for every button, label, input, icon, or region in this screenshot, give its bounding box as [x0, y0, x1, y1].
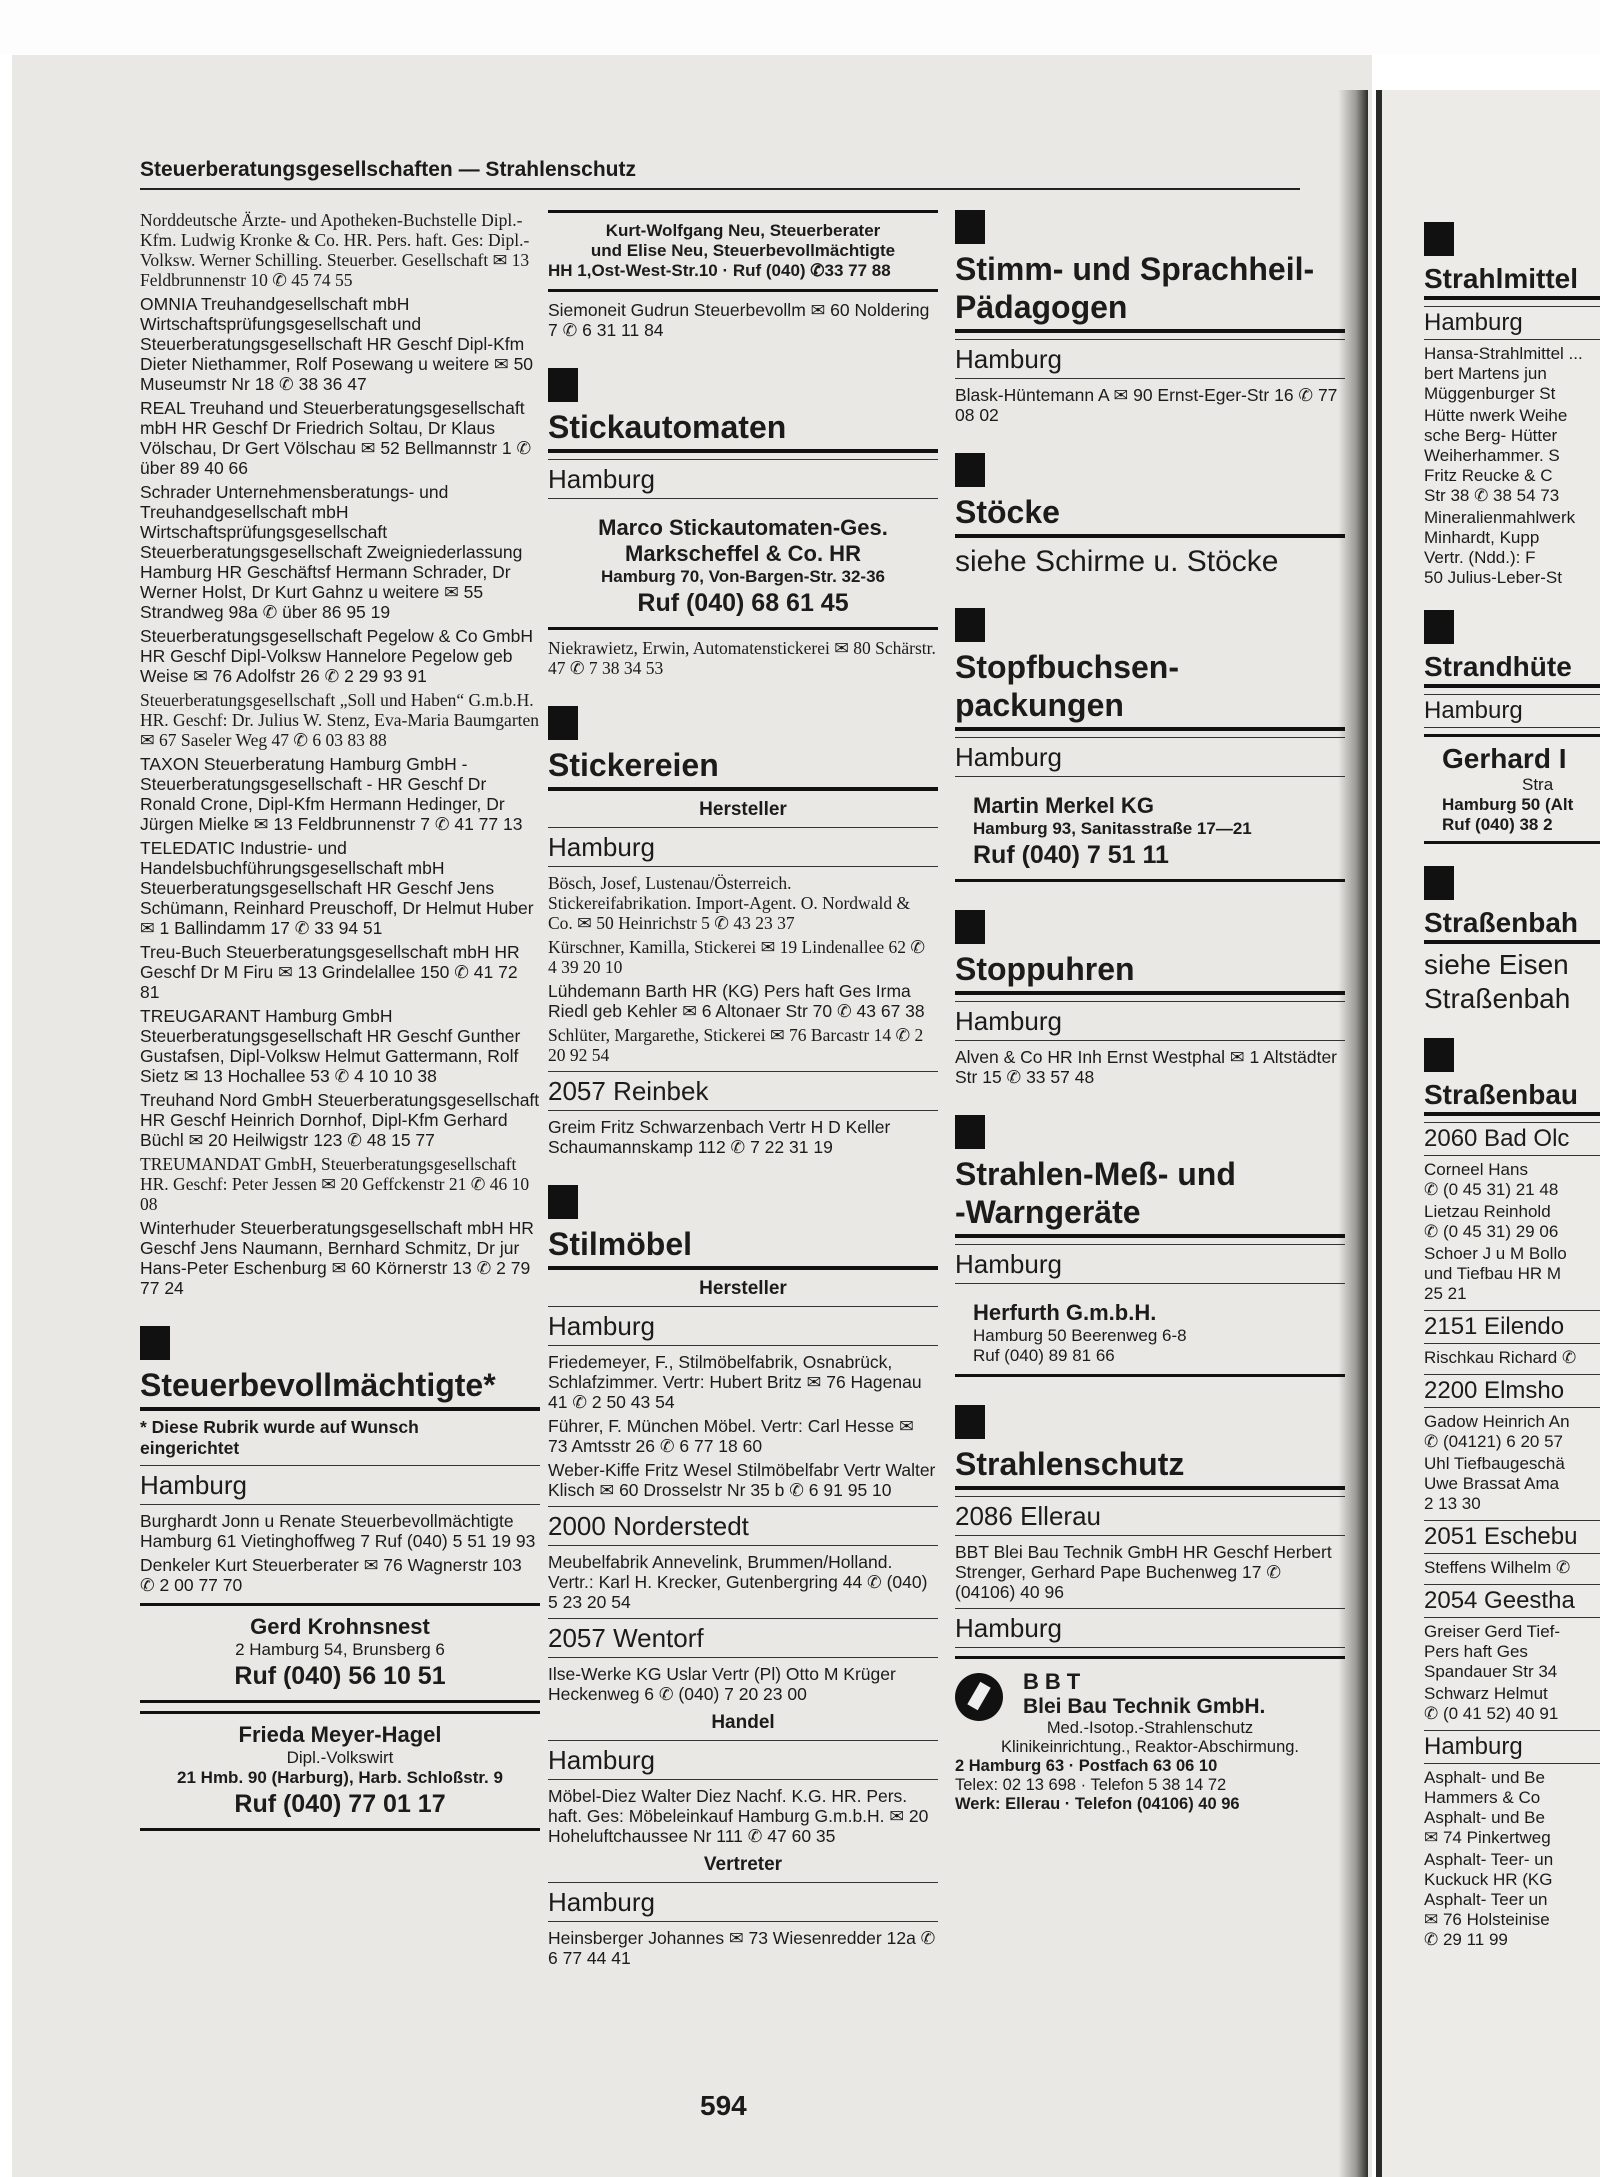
advert-phone: Ruf (040) 56 10 51 [234, 1662, 446, 1690]
advert-brand: BBT [1023, 1669, 1087, 1694]
list-item: Schrader Unternehmensberatungs- und Treuhandgesellschaft mbH Wirtschaftsprüfungsgesellschaft Steuerberatungsgesellschaft Zweigniederlassung Hamburg HR Geschäftsf Hermann Schrader, Dr Werner Holst, Dr Kurt Gahnz u weitere ✉ 55 Strandweg 98a ✆ über 86 95 19 [140, 482, 523, 622]
list-item: BBT Blei Bau Technik GmbH HR Geschf Herbert Strenger, Gerhard Pape Buchenweg 17 ✆ (04106) 40 96 [955, 1542, 1332, 1602]
section-title-stimm: Stimm- und Sprachheil- Pädagogen [955, 250, 1345, 333]
advert-address: 2 Hamburg 54, Brunsberg 6 [235, 1640, 445, 1659]
advert-krohnsnest [140, 1603, 540, 1703]
section-marker-icon [140, 1326, 170, 1360]
section-marker-icon [548, 368, 578, 402]
list-item: Alven & Co HR Inh Ernst Westphal ✉ 1 Altstädter Str 15 ✆ 33 57 48 [955, 1047, 1338, 1087]
bbt-logo-icon [955, 1673, 1003, 1721]
section-marker-icon [955, 210, 985, 244]
section-marker-icon [548, 1185, 578, 1219]
section-marker-icon [1424, 1038, 1454, 1072]
section-title-strahlen-mess: Strahlen-Meß- und -Warngeräte [955, 1155, 1345, 1238]
advert-herfurth [955, 1292, 1345, 1377]
advert-name: Gerhard I [1442, 743, 1567, 774]
city-heading: 2054 Geestha [1424, 1584, 1600, 1618]
sub-heading: Vertreter [703, 1854, 783, 1875]
city-heading: Hamburg [548, 1882, 938, 1922]
advert-neu [548, 210, 938, 292]
city-heading: 2060 Bad Olc [1424, 1122, 1600, 1156]
advert-address: Hamburg 50 (Alt [1442, 795, 1574, 814]
list-item: TREUMANDAT GmbH, Steuerberatungsgesellschaft HR. Geschf: Peter Jessen ✉ 20 Geffckenstr 21 ✆ 46 10 08 [140, 1154, 530, 1214]
cross-reference: siehe Eisen Straßenbah [1424, 949, 1571, 1014]
advert-name: Marco Stickautomaten-Ges. Markscheffel & Co. HR [598, 515, 888, 566]
list-item: Treuhand Nord GmbH Steuerberatungsgesellschaft HR Geschf Heinrich Dornhof, Dipl-Kfm Gerhard Büchl ✉ 20 Heilwigstr 123 ✆ 48 15 77 [140, 1090, 540, 1150]
list-item: Schlüter, Margarethe, Stickerei ✉ 76 Barcastr 14 ✆ 2 20 92 54 [548, 1025, 924, 1065]
list-item: Blask-Hüntemann A ✉ 90 Ernst-Eger-Str 16 ✆ 77 08 02 [955, 385, 1338, 425]
cross-reference: siehe Schirme u. Stöcke [955, 545, 1279, 578]
list-item: Uhl Tiefbaugeschä Uwe Brassat Ama 2 13 30 [1424, 1454, 1565, 1513]
list-item: OMNIA Treuhandgesellschaft mbH Wirtschaftsprüfungsgesellschaft und Steuerberatungsgesellschaft HR Geschf Dipl-Kfm Dieter Niethammer, Rolf Posewang u weitere ✉ 50 Museumstr Nr 18 ✆ 38 36 47 [140, 294, 534, 394]
advert-marco [548, 507, 938, 630]
section-marker-icon [955, 453, 985, 487]
advert-name: Kurt-Wolfgang Neu, Steuerberater und Elise Neu, Steuerbevollmächtigte [590, 221, 896, 260]
list-item: Möbel-Diez Walter Diez Nachf. K.G. HR. Pers. haft. Ges: Möbeleinkauf Hamburg G.m.b.H. ✉ 20 Hoheluftchaussee Nr 111 ✆ 47 60 35 [548, 1786, 929, 1846]
sub-heading: Hersteller [699, 799, 787, 820]
column-3 [955, 210, 1345, 1814]
section-title-strandhuete: Strandhüte [1424, 650, 1600, 688]
advert-address: HH 1,Ost-West-Str.10 · Ruf (040) ✆33 77 88 [548, 261, 891, 280]
city-heading: Hamburg [548, 1306, 938, 1346]
list-item: Treu-Buch Steuerberatungsgesellschaft mbH HR Geschf Dr M Firu ✉ 13 Grindelallee 150 ✆ 41 72 81 [140, 942, 520, 1002]
advert-phone: Ruf (040) 7 51 11 [973, 841, 1169, 869]
city-heading: Hamburg [1424, 1730, 1600, 1764]
column-2 [548, 210, 938, 1972]
advert-subtitle: Dipl.-Volkswirt [286, 1748, 394, 1767]
list-item: Lühdemann Barth HR (KG) Pers haft Ges Irma Riedl geb Kehler ✉ 6 Altonaer Str 70 ✆ 43 67 38 [548, 981, 925, 1021]
section-title-stoppuhren: Stoppuhren [955, 950, 1345, 995]
section-marker-icon [955, 1115, 985, 1149]
list-item: Greim Fritz Schwarzenbach Vertr H D Keller Schaumannskamp 112 ✆ 7 22 31 19 [548, 1117, 891, 1157]
advert-bbt [955, 1656, 1345, 1814]
list-item: Siemoneit Gudrun Steuerbevollm ✉ 60 Noldering 7 ✆ 6 31 11 84 [548, 300, 930, 340]
list-item: Führer, F. München Möbel. Vertr: Carl Hesse ✉ 73 Amtsstr 26 ✆ 6 77 18 60 [548, 1416, 914, 1456]
city-heading: 2000 Norderstedt [548, 1506, 938, 1546]
list-item: Schoer J u M Bollo und Tiefbau HR M 25 21 [1424, 1244, 1567, 1303]
section-marker-icon [1424, 222, 1454, 256]
section-marker-icon [548, 706, 578, 740]
section-title-strahlenschutz: Strahlenschutz [955, 1445, 1345, 1490]
column-1 [140, 210, 540, 1839]
running-header: Steuerberatungsgesellschaften — Strahlenschutz [140, 158, 1300, 190]
list-item: Asphalt- und Be Hammers & Co Asphalt- und Be ✉ 74 Pinkertweg [1424, 1768, 1551, 1847]
sub-heading: Hersteller [699, 1278, 787, 1299]
advert-address: Hamburg 93, Sanitasstraße 17—21 [973, 819, 1252, 838]
list-item: Winterhuder Steuerberatungsgesellschaft mbH HR Geschf Jens Naumann, Bernhard Schmitz, Dr jur Hans-Peter Eschenburg ✉ 60 Körnerstr 13 ✆ 2 79 77 24 [140, 1218, 534, 1298]
advert-services: Med.-Isotop.-Strahlenschutz Klinikeinrichtung., Reaktor-Abschirmung. [1000, 1719, 1300, 1756]
list-item: Ilse-Werke KG Uslar Vertr (Pl) Otto M Krüger Heckenweg 6 ✆ (040) 7 20 23 00 [548, 1664, 896, 1704]
list-item: REAL Treuhand und Steuerberatungsgesellschaft mbH HR Geschf Dr Friedrich Soltau, Dr Klaus Völschau, Dr Gert Völschau ✉ 52 Bellmannstr 1 ✆ über 89 40 66 [140, 398, 532, 478]
page-number: 594 [700, 2090, 747, 2121]
city-heading: 2200 Elmsho [1424, 1374, 1600, 1408]
section-title-steuerbevollmaechtigte: Steuerbevollmächtigte* [140, 1366, 540, 1411]
list-item: Hütte nwerk Weihe sche Berg- Hütter Weiherhammer. S Fritz Reucke & C Str 38 ✆ 38 54 73 [1424, 406, 1568, 505]
section-title-strahlmittel: Strahlmittel [1424, 262, 1600, 300]
list-item: Weber-Kiffe Fritz Wesel Stilmöbelfabr Vertr Walter Klisch ✉ 60 Drosselstr Nr 35 b ✆ 6 91 95 10 [548, 1460, 936, 1500]
city-heading: Hamburg [955, 1244, 1345, 1284]
list-item: Hansa-Strahlmittel ... bert Martens jun Müggenburger St [1424, 344, 1583, 403]
list-item: Steuerberatungsgesellschaft Pegelow & Co GmbH HR Geschf Dipl-Volksw Hannelore Pegelow geb Weise ✉ 76 Adolfstr 26 ✆ 2 29 93 91 [140, 626, 533, 686]
list-item: Friedemeyer, F., Stilmöbelfabrik, Osnabrück, Schlafzimmer. Vertr: Hubert Britz ✉ 76 Hagenau 41 ✆ 2 50 43 54 [548, 1352, 922, 1412]
city-heading: Hamburg [955, 1608, 1345, 1648]
advert-phone: Ruf (040) 38 2 [1442, 815, 1553, 834]
advert-name: Martin Merkel KG [973, 793, 1154, 818]
city-heading: Hamburg [955, 339, 1345, 379]
list-item: Norddeutsche Ärzte- und Apotheken-Buchstelle Dipl.-Kfm. Ludwig Kronke & Co. HR. Pers. haft. Ges: Dipl.-Volksw. Werner Schilling. Steuerber. Gesellschaft ✉ 13 Feldbrunnenstr 10 ✆ 45 74 55 [140, 210, 530, 290]
city-heading: Hamburg [548, 459, 938, 499]
city-heading: Hamburg [1424, 694, 1600, 728]
list-item: Steuerberatungsgesellschaft „Soll und Haben“ G.m.b.H. HR. Geschf: Dr. Julius W. Stenz, Eva-Maria Baumgarten ✉ 67 Saseler Weg 47 ✆ 6 03 83 88 [140, 690, 540, 750]
list-item: Greiser Gerd Tief- Pers haft Ges Spandauer Str 34 [1424, 1622, 1561, 1681]
list-item: TAXON Steuerberatung Hamburg GmbH - Steuerberatungsgesellschaft - HR Geschf Dr Ronald Crone, Dipl-Kfm Hermann Hedinger, Dr Jürgen Mielke ✉ 13 Feldbrunnenstr 7 ✆ 41 77 13 [140, 754, 523, 834]
list-item: Gadow Heinrich An ✆ (04121) 6 20 57 [1424, 1412, 1570, 1451]
advert-merkel [955, 785, 1345, 882]
advert-name: Frieda Meyer-Hagel [238, 1722, 442, 1747]
advert-address: 2 Hamburg 63 · Postfach 63 06 10 [955, 1757, 1218, 1775]
section-title-stickereien: Stickereien [548, 746, 938, 791]
section-title-strassenbau: Straßenbau [1424, 1078, 1600, 1116]
list-item: Lietzau Reinhold ✆ (0 45 31) 29 06 [1424, 1202, 1559, 1241]
section-title-stoecke: Stöcke [955, 493, 1345, 538]
section-title-stickautomaten: Stickautomaten [548, 408, 938, 453]
list-item: Heinsberger Johannes ✉ 73 Wiesenredder 12a ✆ 6 77 44 41 [548, 1928, 936, 1968]
section-marker-icon [1424, 610, 1454, 644]
list-item: Niekrawietz, Erwin, Automatenstickerei ✉ 80 Schärstr. 47 ✆ 7 38 34 53 [548, 638, 936, 678]
list-item: Bösch, Josef, Lustenau/Österreich. Stickereifabrikation. Import-Agent. O. Nordwald & Co. ✉ 50 Heinrichstr 5 ✆ 43 23 37 [548, 873, 911, 933]
list-item: TREUGARANT Hamburg GmbH Steuerberatungsgesellschaft HR Geschf Gunther Gustafsen, Dipl-Volksw Helmut Gattermann, Rolf Sietz ✉ 13 Hochallee 53 ✆ 4 10 10 38 [140, 1006, 521, 1086]
section-title-stopfbuchsen: Stopfbuchsen- packungen [955, 648, 1345, 731]
city-heading: Hamburg [955, 737, 1345, 777]
list-item: Denkeler Kurt Steuerberater ✉ 76 Wagnerstr 103 ✆ 2 00 77 70 [140, 1555, 522, 1595]
city-heading: Hamburg [548, 827, 938, 867]
section-title-stilmoebel: Stilmöbel [548, 1225, 938, 1270]
city-heading: 2151 Eilendo [1424, 1310, 1600, 1344]
section-marker-icon [955, 608, 985, 642]
list-item: Schwarz Helmut ✆ (0 41 52) 40 91 [1424, 1684, 1559, 1723]
section-note: * Diese Rubrik wurde auf Wunsch eingerichtet [140, 1417, 419, 1458]
advert-gerhard [1424, 734, 1600, 844]
advert-name: Gerd Krohnsnest [250, 1614, 430, 1639]
advert-address: Hamburg 50 Beerenweg 6-8 Ruf (040) 89 81 66 [973, 1326, 1187, 1365]
city-heading: Hamburg [548, 1740, 938, 1780]
scan-top-margin [0, 0, 1600, 55]
advert-name: Herfurth G.m.b.H. [973, 1300, 1157, 1325]
section-title-strassenbahn: Straßenbah [1424, 906, 1600, 944]
list-item: TELEDATIC Industrie- und Handelsbuchführungsgesellschaft mbH Steuerberatungsgesellschaft HR Geschf Jens Schümann, Reinhard Preuschoff, Dr Helmut Huber ✉ 1 Ballindamm 17 ✆ 33 94 51 [140, 838, 534, 938]
section-marker-icon [1424, 866, 1454, 900]
list-item: Meubelfabrik Annevelink, Brummen/Holland. Vertr.: Karl H. Krecker, Gutenbergring 44 ✆ (040) 5 23 20 54 [548, 1552, 928, 1612]
section-marker-icon [955, 910, 985, 944]
advert-works: Werk: Ellerau · Telefon (04106) 40 96 [955, 1795, 1240, 1813]
city-heading: 2086 Ellerau [955, 1496, 1345, 1536]
city-heading: Hamburg [955, 1001, 1345, 1041]
list-item: Steffens Wilhelm ✆ [1424, 1558, 1571, 1577]
list-item: Corneel Hans ✆ (0 45 31) 21 48 [1424, 1160, 1559, 1199]
advert-telex: Telex: 02 13 698 · Telefon 5 38 14 72 [955, 1776, 1227, 1794]
list-item: Rischkau Richard ✆ [1424, 1348, 1577, 1367]
city-heading: Hamburg [1424, 306, 1600, 340]
list-item: Burghardt Jonn u Renate Steuerbevollmächtigte Hamburg 61 Vietinghoffweg 7 Ruf (040) 5 51 19 93 [140, 1511, 536, 1551]
section-marker-icon [955, 1405, 985, 1439]
advert-name: Blei Bau Technik GmbH. [1023, 1695, 1266, 1718]
list-item: Asphalt- Teer- un Kuckuck HR (KG Asphalt- Teer un ✉ 76 Holsteinise ✆ 29 11 99 [1424, 1850, 1554, 1949]
advert-meyer-hagel [140, 1711, 540, 1831]
city-heading: 2057 Reinbek [548, 1071, 938, 1111]
city-heading: Hamburg [140, 1465, 540, 1505]
city-heading: 2051 Eschebu [1424, 1520, 1600, 1554]
advert-phone: Ruf (040) 77 01 17 [234, 1790, 446, 1818]
advert-address: Hamburg 70, Von-Bargen-Str. 32-36 [600, 567, 886, 586]
column-4-cropped [1424, 200, 1600, 1952]
advert-phone: Ruf (040) 68 61 45 [637, 589, 849, 617]
list-item: Mineralienmahlwerk Minhardt, Kupp Vertr. (Ndd.): F 50 Julius-Leber-St [1424, 508, 1576, 587]
sub-heading: Handel [711, 1712, 775, 1733]
city-heading: 2057 Wentorf [548, 1618, 938, 1658]
list-item: Kürschner, Kamilla, Stickerei ✉ 19 Lindenallee 62 ✆ 4 39 20 10 [548, 937, 926, 977]
advert-line: Stra [1522, 775, 1554, 794]
advert-address: 21 Hmb. 90 (Harburg), Harb. Schloßstr. 9 [177, 1768, 503, 1787]
